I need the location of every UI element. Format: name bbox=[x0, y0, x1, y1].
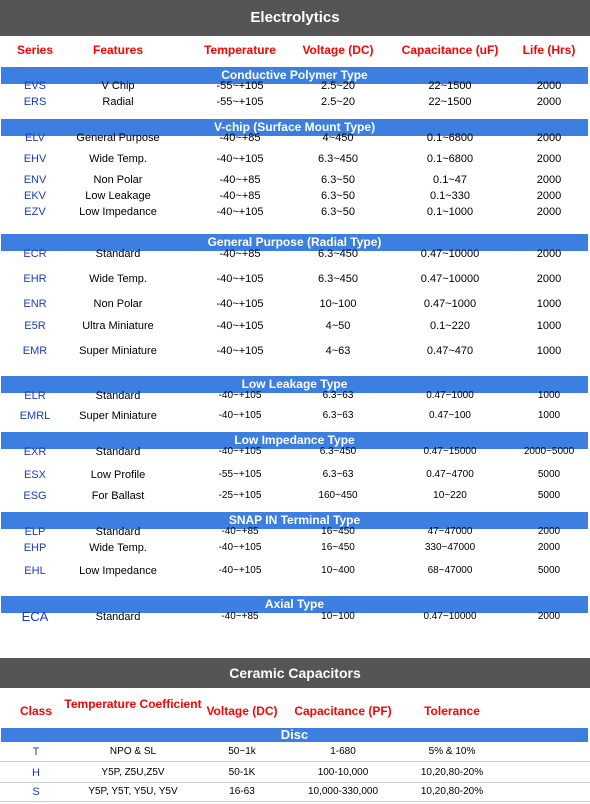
cell-series: EHL bbox=[24, 565, 46, 577]
cell-capacitance: 10,000-330,000 bbox=[307, 786, 379, 797]
cell-features: Standard bbox=[95, 390, 141, 402]
group-band: General Purpose (Radial Type) bbox=[1, 234, 588, 251]
cell-series: ECA bbox=[21, 609, 49, 624]
header-capacitance: Capacitance (uF) bbox=[401, 43, 499, 57]
header-capacitance: Capacitance (PF) bbox=[294, 704, 392, 718]
cell-features: For Ballast bbox=[91, 490, 145, 502]
cell-series: EVS bbox=[23, 80, 46, 92]
table-row bbox=[0, 489, 590, 503]
table-row bbox=[0, 205, 590, 219]
cell-life: 2000 bbox=[537, 611, 561, 622]
cell-voltage: 6.3~63 bbox=[322, 410, 354, 421]
cell-voltage: 16~450 bbox=[321, 526, 355, 537]
ceramic-title: Ceramic Capacitors bbox=[0, 658, 590, 688]
cell-temperature: -40~+105 bbox=[218, 446, 262, 457]
header-life: Life (Hrs) bbox=[522, 43, 576, 57]
cell-features: Non Polar bbox=[93, 298, 143, 310]
electrolytics-header-row bbox=[0, 36, 590, 65]
group-band: V-chip (Surface Mount Type) bbox=[1, 119, 588, 136]
cell-temperature: -40~+85 bbox=[221, 526, 259, 537]
cell-life: 1000 bbox=[536, 345, 562, 357]
group-band: Disc bbox=[1, 728, 588, 742]
cell-capacitance: 0.1~6800 bbox=[426, 132, 474, 144]
cell-life: 2000 bbox=[536, 174, 562, 186]
cell-voltage: 4~63 bbox=[325, 345, 351, 357]
cell-temperature: -25~+105 bbox=[218, 490, 262, 501]
cell-features: General Purpose bbox=[76, 132, 160, 144]
row-divider bbox=[0, 782, 590, 783]
cell-features: Wide Temp. bbox=[89, 153, 147, 165]
table-row bbox=[0, 409, 590, 423]
cell-voltage: 4~450 bbox=[322, 132, 354, 144]
cell-series: E5R bbox=[24, 320, 46, 332]
cell-voltage: 6.3~63 bbox=[322, 390, 354, 401]
table-row bbox=[0, 152, 590, 166]
cell-temperature: -40~+105 bbox=[218, 390, 262, 401]
table-row bbox=[0, 610, 590, 624]
header-voltage: Voltage (DC) bbox=[302, 43, 374, 57]
table-row bbox=[0, 445, 590, 459]
cell-voltage: 6.3~450 bbox=[319, 446, 357, 457]
cell-class: T bbox=[32, 746, 40, 758]
cell-capacitance: 0.1~330 bbox=[429, 190, 471, 202]
header-class: Class bbox=[19, 704, 53, 718]
cell-life: 1000 bbox=[537, 390, 561, 401]
cell-life: 2000 bbox=[536, 248, 562, 260]
cell-life: 2000~5000 bbox=[523, 446, 575, 457]
cell-voltage: 6.3~63 bbox=[322, 469, 354, 480]
cell-series: EMR bbox=[22, 345, 48, 357]
cell-capacitance: 0.47~10000 bbox=[420, 273, 480, 285]
cell-series: EZV bbox=[24, 206, 46, 218]
cell-temperature: -40~+105 bbox=[218, 542, 262, 553]
cell-series: ESG bbox=[23, 490, 47, 502]
cell-features: Radial bbox=[102, 96, 134, 108]
cell-features: Low Impedance bbox=[79, 206, 157, 218]
table-row bbox=[0, 297, 590, 311]
cell-features: Low Profile bbox=[90, 469, 146, 481]
cell-capacitance: 10~220 bbox=[433, 490, 467, 501]
group-band: Axial Type bbox=[1, 596, 588, 613]
table-row bbox=[0, 79, 590, 93]
cell-capacitance: 0.1~220 bbox=[429, 320, 471, 332]
cell-capacitance: 0.1~6800 bbox=[426, 153, 474, 165]
cell-capacitance: 22~1500 bbox=[428, 80, 472, 92]
cell-capacitance: 100-10,000 bbox=[317, 767, 369, 778]
table-row bbox=[0, 745, 590, 759]
cell-temperature: -40~+105 bbox=[218, 565, 262, 576]
cell-series: ELV bbox=[25, 132, 45, 144]
cell-temperature: -40~+85 bbox=[221, 611, 259, 622]
cell-temperature-coefficient: Y5P, Z5U,Z5V bbox=[101, 767, 165, 778]
cell-tolerance: 5% & 10% bbox=[428, 746, 476, 757]
table-row bbox=[0, 525, 590, 539]
table-row bbox=[0, 766, 590, 780]
header-voltage: Voltage (DC) bbox=[206, 704, 278, 718]
cell-life: 2000 bbox=[536, 273, 562, 285]
cell-voltage: 10~400 bbox=[321, 565, 355, 576]
cell-temperature: -40~+105 bbox=[216, 298, 264, 310]
cell-series: ELP bbox=[24, 526, 46, 538]
cell-temperature: -40~+85 bbox=[219, 190, 261, 202]
cell-temperature: -40~+105 bbox=[216, 320, 264, 332]
cell-capacitance: 22~1500 bbox=[428, 96, 472, 108]
header-series: Series bbox=[16, 43, 54, 57]
header-tolerance: Tolerance bbox=[424, 704, 480, 718]
cell-temperature: -55~+105 bbox=[218, 469, 262, 480]
cell-features: Non Polar bbox=[93, 174, 143, 186]
cell-life: 2000 bbox=[536, 153, 562, 165]
cell-voltage: 6.3~450 bbox=[317, 273, 359, 285]
cell-temperature-coefficient: NPO & SL bbox=[109, 746, 157, 757]
cell-temperature: -40~+105 bbox=[218, 410, 262, 421]
cell-voltage: 2.5~20 bbox=[321, 96, 355, 108]
group-band: Conductive Polymer Type bbox=[1, 67, 588, 84]
cell-temperature-coefficient: Y5P, Y5T, Y5U, Y5V bbox=[88, 786, 178, 797]
cell-life: 5000 bbox=[537, 490, 561, 501]
cell-features: Super Miniature bbox=[79, 410, 157, 422]
cell-life: 2000 bbox=[536, 96, 562, 108]
cell-voltage: 10~100 bbox=[319, 298, 357, 310]
cell-features: Low Impedance bbox=[79, 565, 157, 577]
group-band: Low Leakage Type bbox=[1, 376, 588, 393]
table-row bbox=[0, 131, 590, 145]
cell-capacitance: 330~47000 bbox=[424, 542, 476, 553]
cell-temperature: -55~+105 bbox=[216, 96, 264, 108]
cell-life: 5000 bbox=[537, 469, 561, 480]
cell-capacitance: 0.1~1000 bbox=[426, 206, 474, 218]
cell-temperature: -40~+85 bbox=[219, 132, 261, 144]
cell-life: 2000 bbox=[536, 80, 562, 92]
header-temperature: Temperature bbox=[204, 43, 276, 57]
cell-class: H bbox=[32, 767, 40, 779]
cell-voltage: 6.3~450 bbox=[317, 153, 359, 165]
cell-features: Wide Temp. bbox=[89, 273, 147, 285]
cell-temperature: -40~+105 bbox=[216, 206, 264, 218]
cell-class: S bbox=[32, 786, 40, 798]
cell-capacitance: 47~47000 bbox=[427, 526, 473, 537]
cell-series: ELR bbox=[24, 390, 46, 402]
cell-voltage: 6.3~50 bbox=[321, 174, 355, 186]
cell-voltage: 6.3~50 bbox=[321, 206, 355, 218]
cell-capacitance: 0.47~10000 bbox=[423, 611, 477, 622]
table-row bbox=[0, 785, 590, 799]
cell-voltage: 4~50 bbox=[325, 320, 351, 332]
cell-voltage: 160~450 bbox=[318, 490, 358, 501]
ceramic-header-row bbox=[0, 694, 590, 728]
table-row bbox=[0, 247, 590, 261]
cell-series: ESX bbox=[23, 469, 46, 481]
cell-series: EMRL bbox=[19, 410, 51, 422]
cell-features: Standard bbox=[95, 526, 141, 538]
row-divider bbox=[0, 761, 590, 762]
cell-series: EHP bbox=[23, 542, 47, 554]
cell-life: 1000 bbox=[537, 410, 561, 421]
cell-voltage: 50~1k bbox=[228, 746, 256, 757]
cell-voltage: 10~100 bbox=[321, 611, 355, 622]
cell-features: Ultra Miniature bbox=[82, 320, 154, 332]
cell-temperature: -40~+105 bbox=[216, 345, 264, 357]
cell-capacitance: 0.47~15000 bbox=[423, 446, 477, 457]
group-band: SNAP IN Terminal Type bbox=[1, 512, 588, 529]
cell-temperature: -55~+105 bbox=[216, 80, 264, 92]
table-row bbox=[0, 541, 590, 555]
cell-life: 2000 bbox=[537, 526, 561, 537]
cell-capacitance: 0.47~1000 bbox=[426, 390, 474, 401]
cell-voltage: 6.3~50 bbox=[321, 190, 355, 202]
cell-features: Standard bbox=[95, 248, 141, 260]
cell-capacitance: 0.47~4700 bbox=[426, 469, 474, 480]
cell-life: 2000 bbox=[537, 542, 561, 553]
cell-series: ENV bbox=[23, 174, 47, 186]
table-row bbox=[0, 389, 590, 403]
electrolytics-title: Electrolytics bbox=[0, 0, 590, 36]
table-row bbox=[0, 173, 590, 187]
table-row bbox=[0, 564, 590, 578]
cell-series: EKV bbox=[23, 190, 46, 202]
table-row bbox=[0, 468, 590, 482]
cell-life: 1000 bbox=[536, 320, 562, 332]
table-row bbox=[0, 344, 590, 358]
cell-life: 5000 bbox=[537, 565, 561, 576]
cell-series: ERS bbox=[23, 96, 47, 108]
cell-capacitance: 1-680 bbox=[330, 746, 356, 757]
cell-capacitance: 0.47~470 bbox=[426, 345, 474, 357]
cell-temperature: -40~+85 bbox=[219, 174, 261, 186]
table-row bbox=[0, 95, 590, 109]
cell-capacitance: 0.47~10000 bbox=[420, 248, 480, 260]
cell-series: ENR bbox=[23, 298, 47, 310]
cell-features: Super Miniature bbox=[79, 345, 157, 357]
cell-life: 2000 bbox=[536, 132, 562, 144]
cell-temperature: -40~+105 bbox=[216, 273, 264, 285]
cell-features: Low Leakage bbox=[85, 190, 151, 202]
cell-life: 1000 bbox=[536, 298, 562, 310]
table-row bbox=[0, 272, 590, 286]
cell-capacitance: 0.47~1000 bbox=[423, 298, 477, 310]
header-features: Features bbox=[92, 43, 144, 57]
cell-capacitance: 0.47~100 bbox=[429, 410, 471, 421]
cell-voltage: 2.5~20 bbox=[321, 80, 355, 92]
cell-features: Wide Temp. bbox=[89, 542, 147, 554]
cell-tolerance: 10,20,80-20% bbox=[420, 767, 484, 778]
cell-series: EXR bbox=[23, 446, 47, 458]
table-row bbox=[0, 319, 590, 333]
cell-features: V Chip bbox=[101, 80, 135, 92]
cell-life: 2000 bbox=[536, 206, 562, 218]
cell-tolerance: 10,20,80-20% bbox=[420, 786, 484, 797]
cell-life: 2000 bbox=[536, 190, 562, 202]
cell-features: Standard bbox=[95, 446, 141, 458]
row-divider bbox=[0, 801, 590, 802]
cell-series: EHR bbox=[23, 273, 47, 285]
cell-temperature: -40~+85 bbox=[219, 248, 261, 260]
cell-temperature: -40~+105 bbox=[216, 153, 264, 165]
group-band: Low Impedance Type bbox=[1, 432, 588, 449]
cell-series: EHV bbox=[23, 153, 47, 165]
cell-voltage: 50-1K bbox=[228, 767, 256, 778]
cell-series: ECR bbox=[23, 248, 47, 260]
cell-capacitance: 68~47000 bbox=[427, 565, 473, 576]
cell-voltage: 6.3~450 bbox=[317, 248, 359, 260]
cell-capacitance: 0.1~47 bbox=[433, 174, 467, 186]
header-temperature-coefficient: Temperature Coefficient bbox=[64, 697, 202, 711]
cell-voltage: 16~450 bbox=[321, 542, 355, 553]
cell-features: Standard bbox=[95, 611, 141, 623]
table-row bbox=[0, 189, 590, 203]
cell-voltage: 16-63 bbox=[229, 786, 255, 797]
